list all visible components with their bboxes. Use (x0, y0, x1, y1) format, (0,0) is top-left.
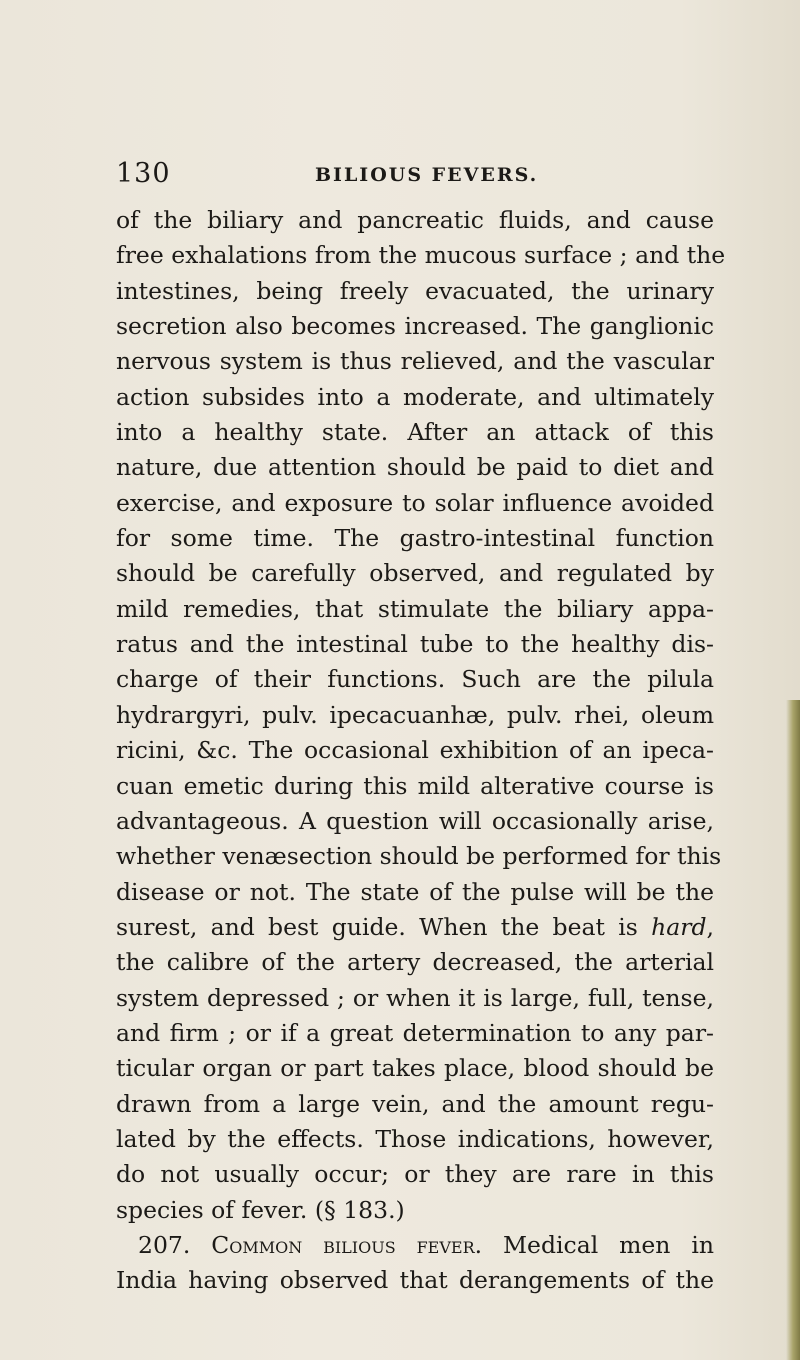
text-line: nervous system is thus relieved, and the vascular (116, 347, 714, 376)
running-title: BILIOUS FEVERS. (315, 164, 539, 186)
text-line: India having observed that derangements of the (116, 1266, 714, 1295)
text-line: disease or not. The state of the pulse will be the (116, 877, 714, 906)
text-line: whether venæsection should be performed for this (116, 842, 722, 871)
text-line: species of fever. (§ 183.) (116, 1195, 405, 1224)
text-line: mild remedies, that stimulate the biliary appa- (116, 594, 714, 623)
text-line: advantageous. A question will occasionally arise, (116, 806, 714, 835)
text-line: do not usually occur; or they are rare in this (116, 1160, 714, 1189)
text-line: intestines, being freely evacuated, the urinary (116, 276, 714, 305)
text-line: drawn from a large vein, and the amount regu- (116, 1089, 714, 1118)
text-line: ricini, &c. The occasional exhibition of an ipeca- (116, 736, 714, 765)
section-heading: Common bilious fever. (211, 1230, 483, 1259)
punctuation: , (706, 912, 714, 941)
text-line: free exhalations from the mucous surface ; and the (116, 241, 726, 270)
text-line: secretion also becomes increased. The ganglionic (116, 312, 714, 341)
text-line: for some time. The gastro-intestinal function (116, 524, 714, 553)
text-line: should be carefully observed, and regulated by (116, 559, 714, 588)
text-line: action subsides into a moderate, and ultimately (116, 382, 714, 411)
text-line-with-italic (116, 910, 714, 945)
text-line: ticular organ or part takes place, blood should be (116, 1054, 714, 1083)
text-line: exercise, and exposure to solar influence avoided (116, 488, 714, 517)
section-start-line (116, 1228, 714, 1263)
text-line: system depressed ; or when it is large, full, tense, (116, 983, 714, 1012)
text-line: into a healthy state. After an attack of this (116, 418, 714, 447)
text-line: charge of their functions. Such are the pilula (116, 665, 714, 694)
text-line: and firm ; or if a great determination to any par- (116, 1018, 714, 1047)
page-number: 130 (116, 158, 171, 189)
page-header (116, 158, 716, 194)
text-line: ratus and the intestinal tube to the healthy dis- (116, 630, 714, 659)
section-text: Medical men in (503, 1230, 714, 1259)
italic-word: hard (651, 912, 707, 941)
text-line: of the biliary and pancreatic fluids, and cause (116, 206, 714, 234)
text-line: lated by the effects. Those indications, however, (116, 1124, 714, 1153)
text-line: the calibre of the artery decreased, the arterial (116, 948, 714, 977)
page-edge-shadow (786, 700, 800, 1360)
section-number: 207. (138, 1230, 191, 1259)
line-text: surest, and best guide. When the beat is (116, 912, 638, 941)
body-text (116, 203, 726, 1299)
text-line: hydrargyri, pulv. ipecacuanhæ, pulv. rhei, oleum (116, 700, 714, 729)
text-line: cuan emetic during this mild alterative course is (116, 771, 714, 800)
text-line: nature, due attention should be paid to diet and (116, 453, 714, 482)
